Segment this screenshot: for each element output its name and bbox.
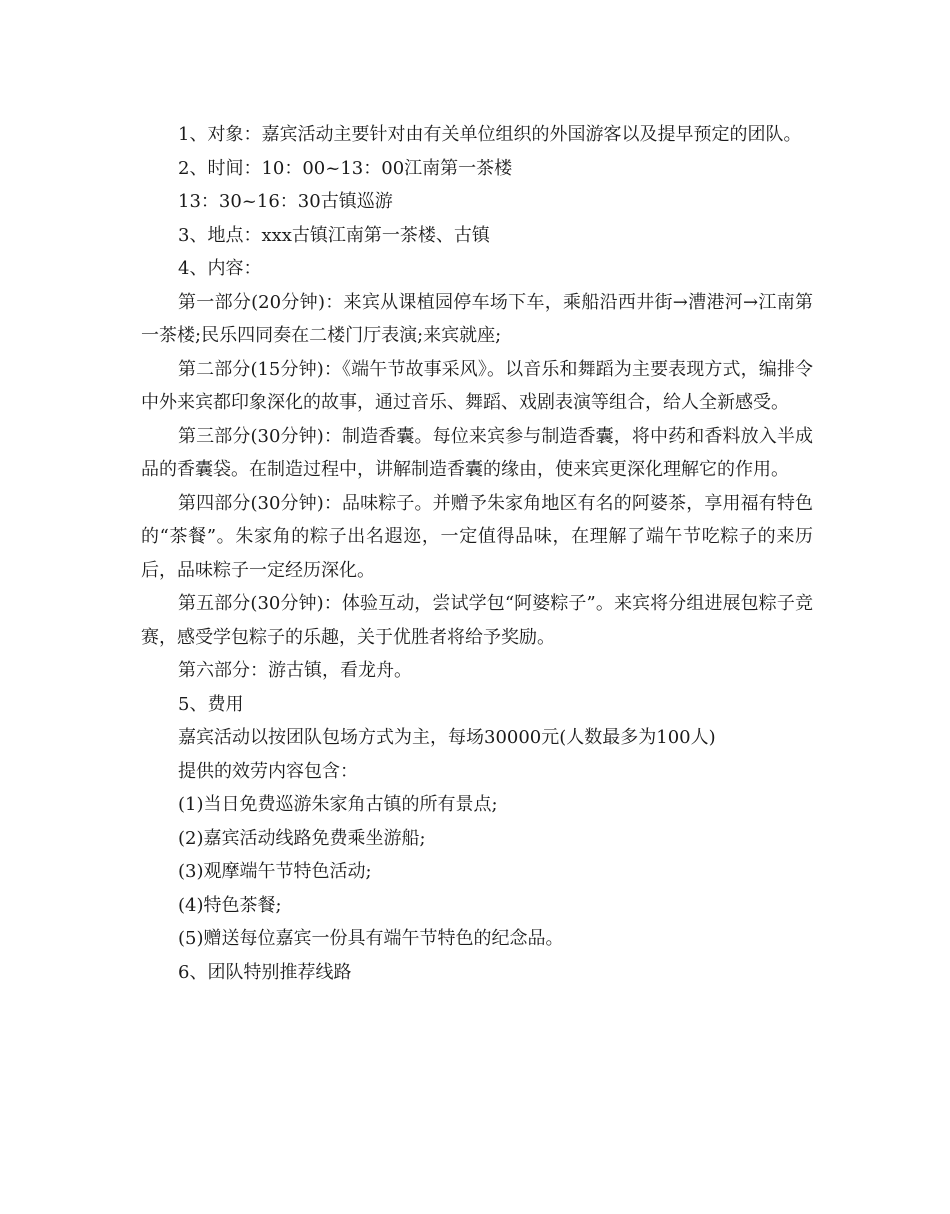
paragraph-part-5: 第五部分(30分钟)：体验互动，尝试学包“阿婆粽子”。来宾将分组进展包粽子竞赛，感受学包粽子的乐趣，关于优胜者将给予奖励。 (141, 593, 813, 648)
paragraph-route-heading: 6、团队特别推荐线路 (178, 961, 352, 983)
paragraph-content-heading: 4、内容： (178, 258, 262, 279)
paragraph-location: 3、地点：xxx古镇江南第一茶楼、古镇 (178, 224, 490, 246)
paragraph-part-2: 第二部分(15分钟)：《端午节故事采风》。以音乐和舞蹈为主要表现方式，编排令中外来宾都印象深化的故事，通过音乐、舞蹈、戏剧表演等组合，给人全新感受。 (141, 358, 813, 413)
paragraph-target-audience: 1、对象：嘉宾活动主要针对由有关单位组织的外国游客以及提早预定的团队。 (178, 124, 802, 145)
list-item-service-5: (5)赠送每位嘉宾一份具有端午节特色的纪念品。 (178, 928, 564, 949)
list-item-service-3: (3)观摩端午节特色活动; (178, 861, 372, 882)
paragraph-part-3: 第三部分(30分钟)：制造香囊。每位来宾参与制造香囊，将中药和香料放入半成品的香囊袋。在制造过程中，讲解制造香囊的缘由，使来宾更深化理解它的作用。 (141, 425, 813, 480)
document-body (141, 118, 813, 989)
list-item-service-2: (2)嘉宾活动线路免费乘坐游船; (178, 827, 426, 849)
paragraph-time-2: 13：30~16：30古镇巡游 (178, 191, 393, 212)
paragraph-fee-heading: 5、费用 (178, 693, 244, 715)
paragraph-part-4: 第四部分(30分钟)：品味粽子。并赠予朱家角地区有名的阿婆茶，享用福有特色的“茶餐”。朱家角的粽子出名遐迩，一定值得品味，在理解了端午节吃粽子的来历后，品味粽子一定经历深化。 (141, 492, 813, 581)
paragraph-part-1: 第一部分(20分钟)：来宾从课植园停车场下车，乘船沿西井街→漕港河→江南第一茶楼;民乐四同奏在二楼门厅表演;来宾就座; (141, 291, 813, 346)
paragraph-fee-detail: 嘉宾活动以按团队包场方式为主，每场30000元(人数最多为100人) (178, 727, 716, 748)
paragraph-time-1: 2、时间：10：00~13：00江南第一茶楼 (178, 157, 513, 179)
list-item-service-1: (1)当日免费巡游朱家角古镇的所有景点; (178, 794, 498, 815)
paragraph-part-6: 第六部分：游古镇，看龙舟。 (178, 660, 412, 681)
list-item-service-4: (4)特色茶餐; (178, 894, 282, 916)
paragraph-services-intro: 提供的效劳内容包含： (178, 760, 358, 782)
